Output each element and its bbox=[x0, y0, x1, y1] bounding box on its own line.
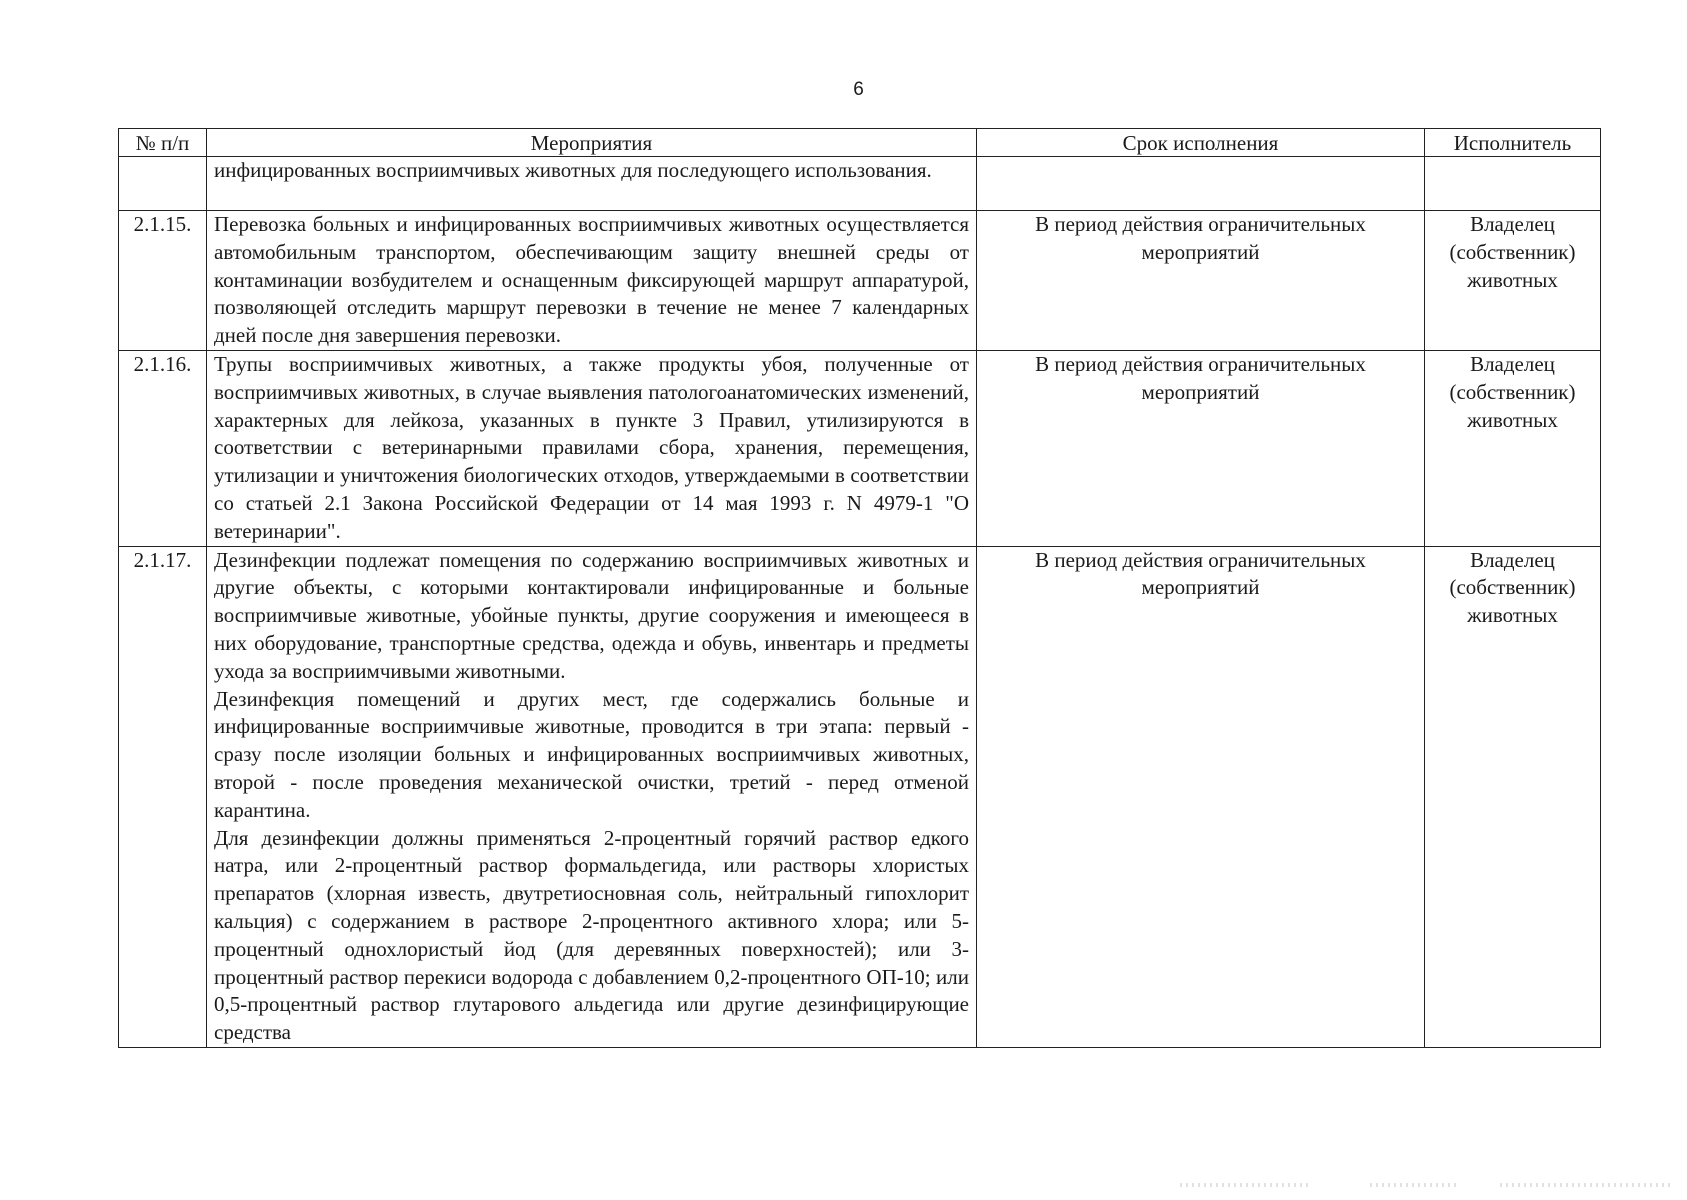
row-activity bbox=[207, 546, 977, 1047]
row-number: 2.1.15. bbox=[119, 211, 207, 351]
row-executor bbox=[1425, 211, 1601, 351]
executor-line: животных bbox=[1467, 407, 1558, 432]
table-row bbox=[119, 211, 1601, 351]
executor-line: Владелец bbox=[1470, 351, 1555, 376]
row-term: В период действия ограничительных мероприятий bbox=[977, 546, 1425, 1047]
executor-line: (собственник) bbox=[1449, 379, 1576, 404]
activity-paragraph: инфицированных восприимчивых животных для последующего использования. bbox=[214, 158, 932, 182]
executor-line: (собственник) bbox=[1449, 239, 1576, 264]
scan-noise bbox=[1500, 1183, 1670, 1187]
row-number: 2.1.16. bbox=[119, 350, 207, 546]
row-activity bbox=[207, 211, 977, 351]
page-number: 6 bbox=[853, 79, 864, 100]
row-executor bbox=[1425, 157, 1601, 211]
table-row bbox=[119, 546, 1601, 1047]
measures-table bbox=[118, 128, 1601, 1048]
activity-paragraph: Для дезинфекции должны применяться 2-процентный горячий раствор едкого натра, или 2-процентный раствор формальдегида, или растворы хлористых препаратов (хлорная известь, двутретиосновная соль, нейтральный гипохлорит кальция) с содержанием в растворе 2-процентного активного хлора; или 5-процентный однохлористый йод (для деревянных поверхностей); или 3-процентный раствор перекиси водорода с добавлением 0,2-процентного ОП-10; или 0,5-процентный раствор глутарового альдегида или другие дезинфицирующие средства bbox=[214, 825, 969, 1045]
header-executor: Исполнитель bbox=[1425, 129, 1601, 157]
executor-line: Владелец bbox=[1470, 212, 1555, 236]
executor-line: (собственник) bbox=[1449, 575, 1576, 600]
row-executor bbox=[1425, 546, 1601, 1047]
scan-noise bbox=[1180, 1183, 1310, 1187]
row-activity bbox=[207, 350, 977, 546]
row-number: 2.1.17. bbox=[119, 546, 207, 1047]
row-term: В период действия ограничительных мероприятий bbox=[977, 211, 1425, 351]
row-executor bbox=[1425, 350, 1601, 546]
header-term: Срок исполнения bbox=[977, 129, 1425, 157]
table-header-row bbox=[119, 129, 1601, 157]
table-row bbox=[119, 350, 1601, 546]
activity-paragraph: Дезинфекция помещений и других мест, где содержались больные и инфицированные восприимчивые животные, проводится в три этапа: первый - сразу после изоляции больных и инфицированных восприимчивых животных, второй - после проведения механической очистки, третий - перед отменой карантина. bbox=[214, 686, 969, 822]
row-number bbox=[119, 157, 207, 211]
activity-paragraph: Перевозка больных и инфицированных восприимчивых животных осуществляется автомобильным транспортом, обеспечивающим защиту внешней среды от контаминации возбудителем и оснащенным фиксирующей маршрут аппаратурой, позволяющей отследить маршрут перевозки в течение не менее 7 календарных дней после дня завершения перевозки. bbox=[214, 212, 969, 348]
row-activity bbox=[207, 157, 977, 211]
executor-line: животных bbox=[1467, 603, 1558, 628]
activity-paragraph: Трупы восприимчивых животных, а также продукты убоя, полученные от восприимчивых животных, в случае выявления патологоанатомических изменений, характерных для лейкоза, указанных в пункте 3 Правил, утилизируются в соответствии с ветеринарными правилами сбора, хранения, перемещения, утилизации и уничтожения биологических отходов, утверждаемыми в соответствии со статьей 2.1 Закона Российской Федерации от 14 мая 1993 г. N 4979-1 "О ветеринарии". bbox=[214, 351, 969, 543]
executor-line: животных bbox=[1467, 267, 1558, 292]
scan-noise bbox=[1370, 1183, 1460, 1187]
header-activity: Мероприятия bbox=[207, 129, 977, 157]
activity-paragraph: Дезинфекции подлежат помещения по содержанию восприимчивых животных и другие объекты, с которыми контактировали инфицированные и больные восприимчивые животные, убойные пункты, другие сооружения и имеющееся в них оборудование, транспортные средства, одежда и обувь, инвентарь и предметы ухода за восприимчивыми животными. bbox=[214, 547, 969, 683]
row-term bbox=[977, 157, 1425, 211]
header-num: № п/п bbox=[119, 129, 207, 157]
row-term: В период действия ограничительных мероприятий bbox=[977, 350, 1425, 546]
table-row bbox=[119, 157, 1601, 211]
executor-line: Владелец bbox=[1470, 547, 1555, 572]
